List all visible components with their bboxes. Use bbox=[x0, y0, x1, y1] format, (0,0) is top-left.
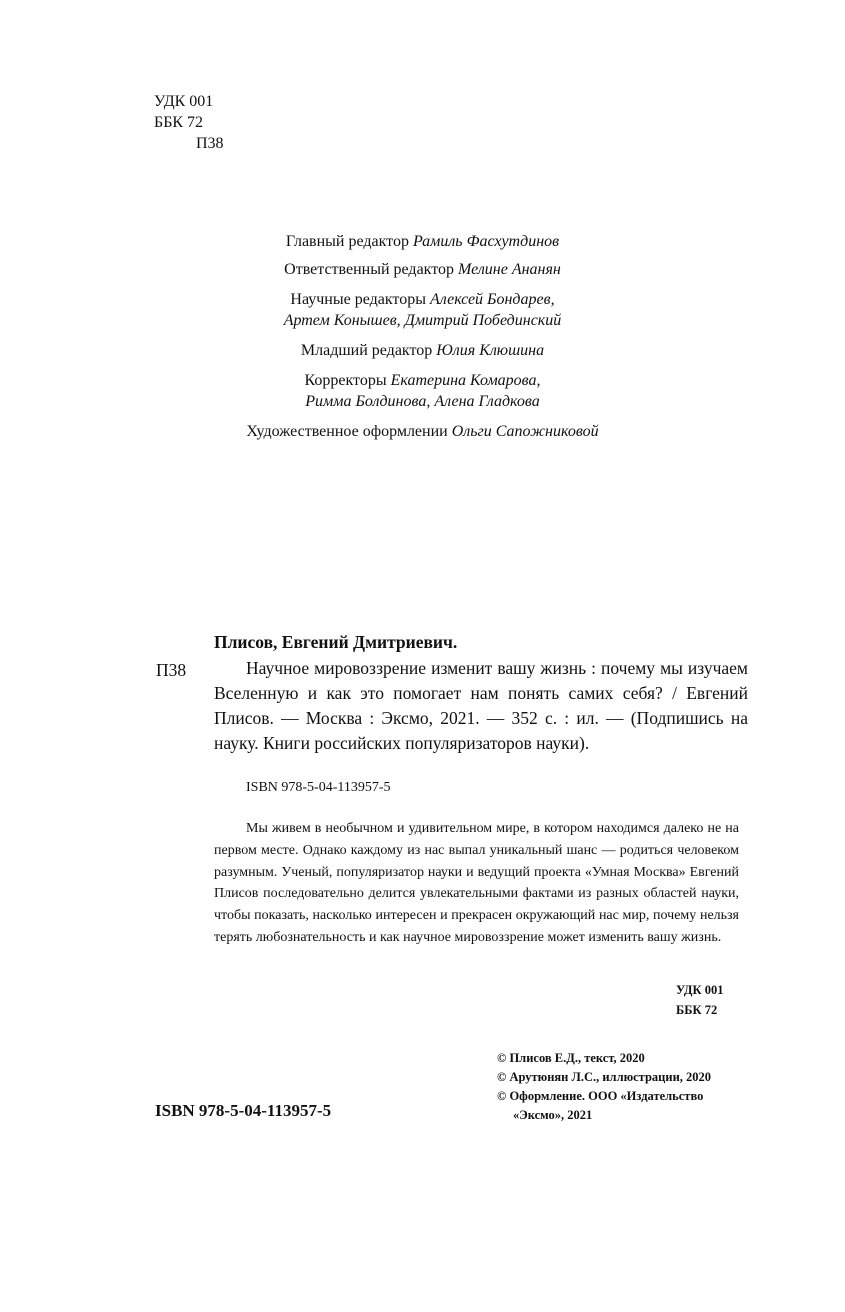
udk-block-top bbox=[154, 91, 224, 154]
copyright-line: © Плисов Е.Д., текст, 2020 bbox=[497, 1051, 645, 1065]
bbk-code: ББК 72 bbox=[154, 114, 204, 131]
annotation: Мы живем в необычном и удивительном мире, в котором находимся далеко не на первом месте. Однако каждому из нас выпал уникальный шанс — родиться человеком разумным. Ученый, популяризатор науки и ведущий проекта «Умная Москва» Евгений Плисов последовательно делится увлекательными фактами из разных областей науки, чтобы показать, насколько интересен и прекрасен окружающий нас мир, почему нельзя терять любознательность и как научное мировоззрение может изменить вашу жизнь. bbox=[214, 821, 739, 945]
editorial-credits bbox=[0, 231, 845, 451]
proofreaders: Корректоры Екатерина Комарова, Римма Болдинова, Алена Гладкова bbox=[304, 372, 541, 410]
junior-editor: Младший редактор Юлия Клюшина bbox=[300, 342, 545, 359]
copyright-line: © Арутюнян Л.С., иллюстрации, 2020 bbox=[497, 1070, 712, 1084]
responsible-editor: Ответственный редактор Мелине Ананян bbox=[284, 261, 561, 278]
udk-code: УДК 001 bbox=[154, 93, 214, 110]
copyright-block bbox=[497, 1049, 711, 1125]
classification-block bbox=[676, 980, 723, 1020]
art-design: Художественное оформлении Ольги Сапожниковой bbox=[246, 423, 599, 440]
copyright-line: «Эксмо», 2021 bbox=[513, 1108, 593, 1122]
copyright-line: © Оформление. ООО «Издательство bbox=[497, 1089, 704, 1103]
catalog-author-mark: П38 bbox=[156, 660, 187, 680]
classification-udk: УДК 001 bbox=[676, 983, 724, 997]
catalog-isbn: ISBN 978-5-04-113957-5 bbox=[246, 780, 391, 795]
classification-bbk: ББК 72 bbox=[676, 1003, 718, 1017]
catalog-description: Научное мировоззрение изменит вашу жизнь : почему мы изучаем Вселенную и как это помогает нам понять самих себя? / Евгений Плисов. — Москва : Эксмо, 2021. — 352 с. : ил. — (Подпишись на науку. Книги российских популяризаторов науки). bbox=[214, 658, 748, 753]
author-mark: П38 bbox=[196, 135, 224, 152]
science-editors: Научные редакторы Алексей Бондарев, Артем Конышев, Дмитрий Побединский bbox=[283, 291, 562, 329]
footer-isbn: ISBN 978-5-04-113957-5 bbox=[155, 1101, 332, 1120]
catalog-author: Плисов, Евгений Дмитриевич. bbox=[214, 632, 458, 652]
chief-editor: Главный редактор Рамиль Фасхутдинов bbox=[285, 233, 560, 250]
